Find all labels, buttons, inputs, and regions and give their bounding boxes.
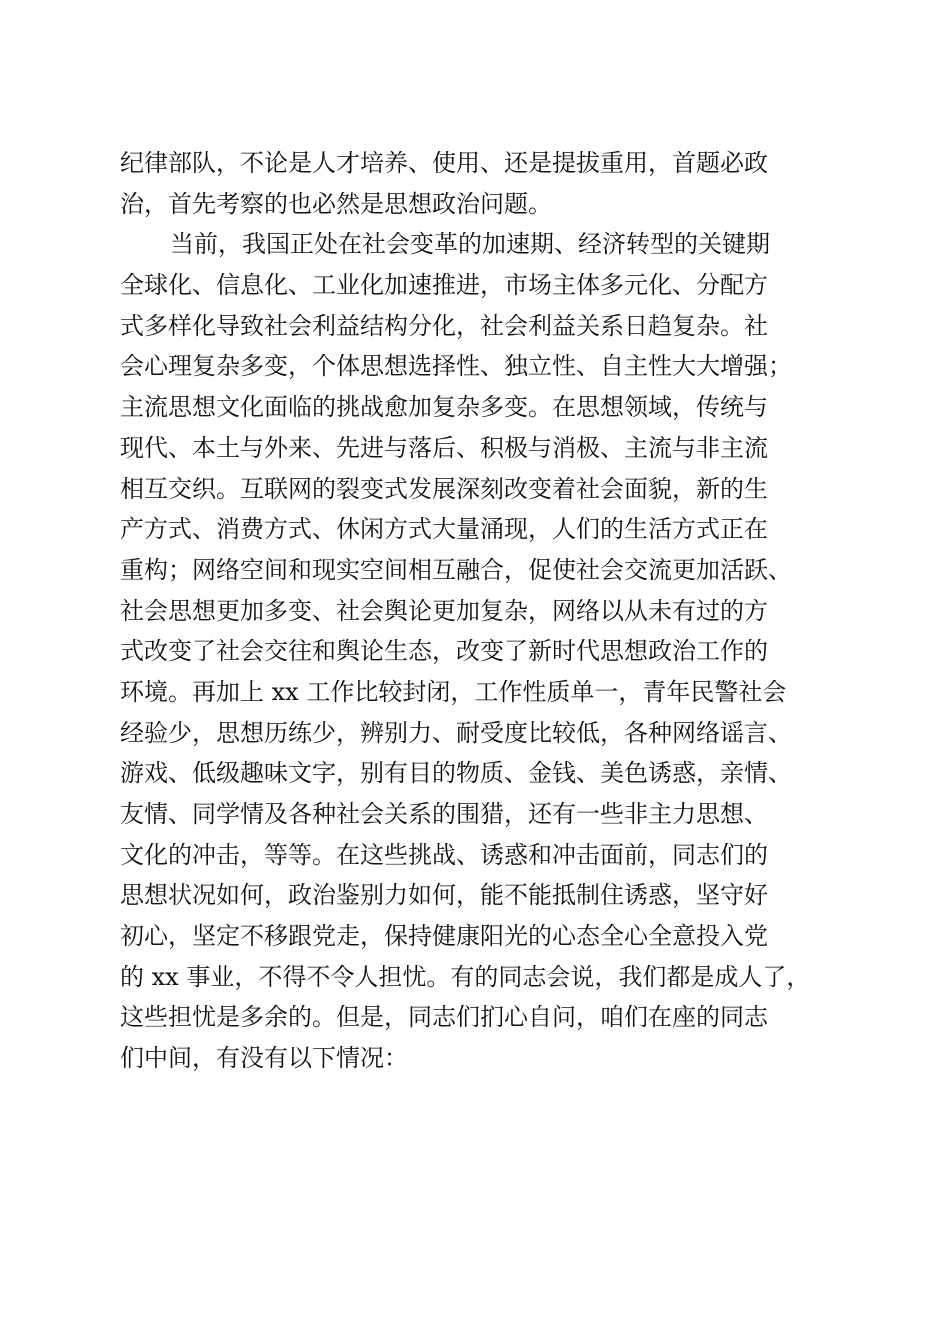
body-text: [120, 143, 835, 1079]
text-line: 全球化、信息化、工业化加速推进，市场主体多元化、分配方: [120, 271, 768, 300]
text-line: 式多样化导致社会利益结构分化，社会利益关系日趋复杂。社: [120, 311, 768, 340]
text-line: 相互交织。互联网的裂变式发展深刻改变着社会面貌，新的生: [120, 474, 768, 503]
paragraph-first-line: 当前，我国正处在社会变革的加速期、经济转型的关键期: [170, 230, 770, 259]
text-line: 们中间，有没有以下情况：: [120, 1044, 408, 1073]
text-line: 主流思想文化面临的挑战愈加复杂多变。在思想领域，传统与: [120, 393, 768, 422]
text-line: 治，首先考察的也必然是思想政治问题。: [120, 189, 552, 218]
text-line: 游戏、低级趣味文字，别有目的物质、金钱、美色诱惑，亲情、: [120, 759, 792, 788]
text-line: 会心理复杂多变，个体思想选择性、独立性、自主性大大增强；: [120, 352, 792, 381]
text-line: 式改变了社会交往和舆论生态，改变了新时代思想政治工作的: [120, 637, 768, 666]
text-line: 重构；网络空间和现实空间相互融合，促使社会交流更加活跃、: [120, 555, 792, 584]
text-line: 文化的冲击，等等。在这些挑战、诱惑和冲击面前，同志们的: [120, 840, 768, 869]
text-line: 经验少，思想历练少，辨别力、耐受度比较低，各种网络谣言、: [120, 718, 792, 747]
text-line: 初心，坚定不移跟党走，保持健康阳光的心态全心全意投入党: [120, 922, 768, 951]
text-line: 产方式、消费方式、休闲方式大量涌现，人们的生活方式正在: [120, 515, 768, 544]
text-line: 的 xx 事业，不得不令人担忧。有的同志会说，我们都是成人了，: [120, 962, 811, 991]
text-line: 这些担忧是多余的。但是，同志们扪心自问，咱们在座的同志: [120, 1003, 768, 1032]
text-line: 纪律部队，不论是人才培养、使用、还是提拔重用，首题必政: [120, 149, 768, 177]
text-line: 现代、本土与外来、先进与落后、积极与消极、主流与非主流: [120, 433, 768, 462]
text-line: 环境。再加上 xx 工作比较封闭，工作性质单一，青年民警社会: [120, 677, 787, 706]
text-line: 友情、同学情及各种社会关系的围猎，还有一些非主力思想、: [120, 800, 768, 828]
text-line: 思想状况如何，政治鉴别力如何，能不能抵制住诱惑，坚守好: [120, 881, 768, 910]
text-line: 社会思想更加多变、社会舆论更加复杂，网络以从未有过的方: [120, 596, 768, 625]
